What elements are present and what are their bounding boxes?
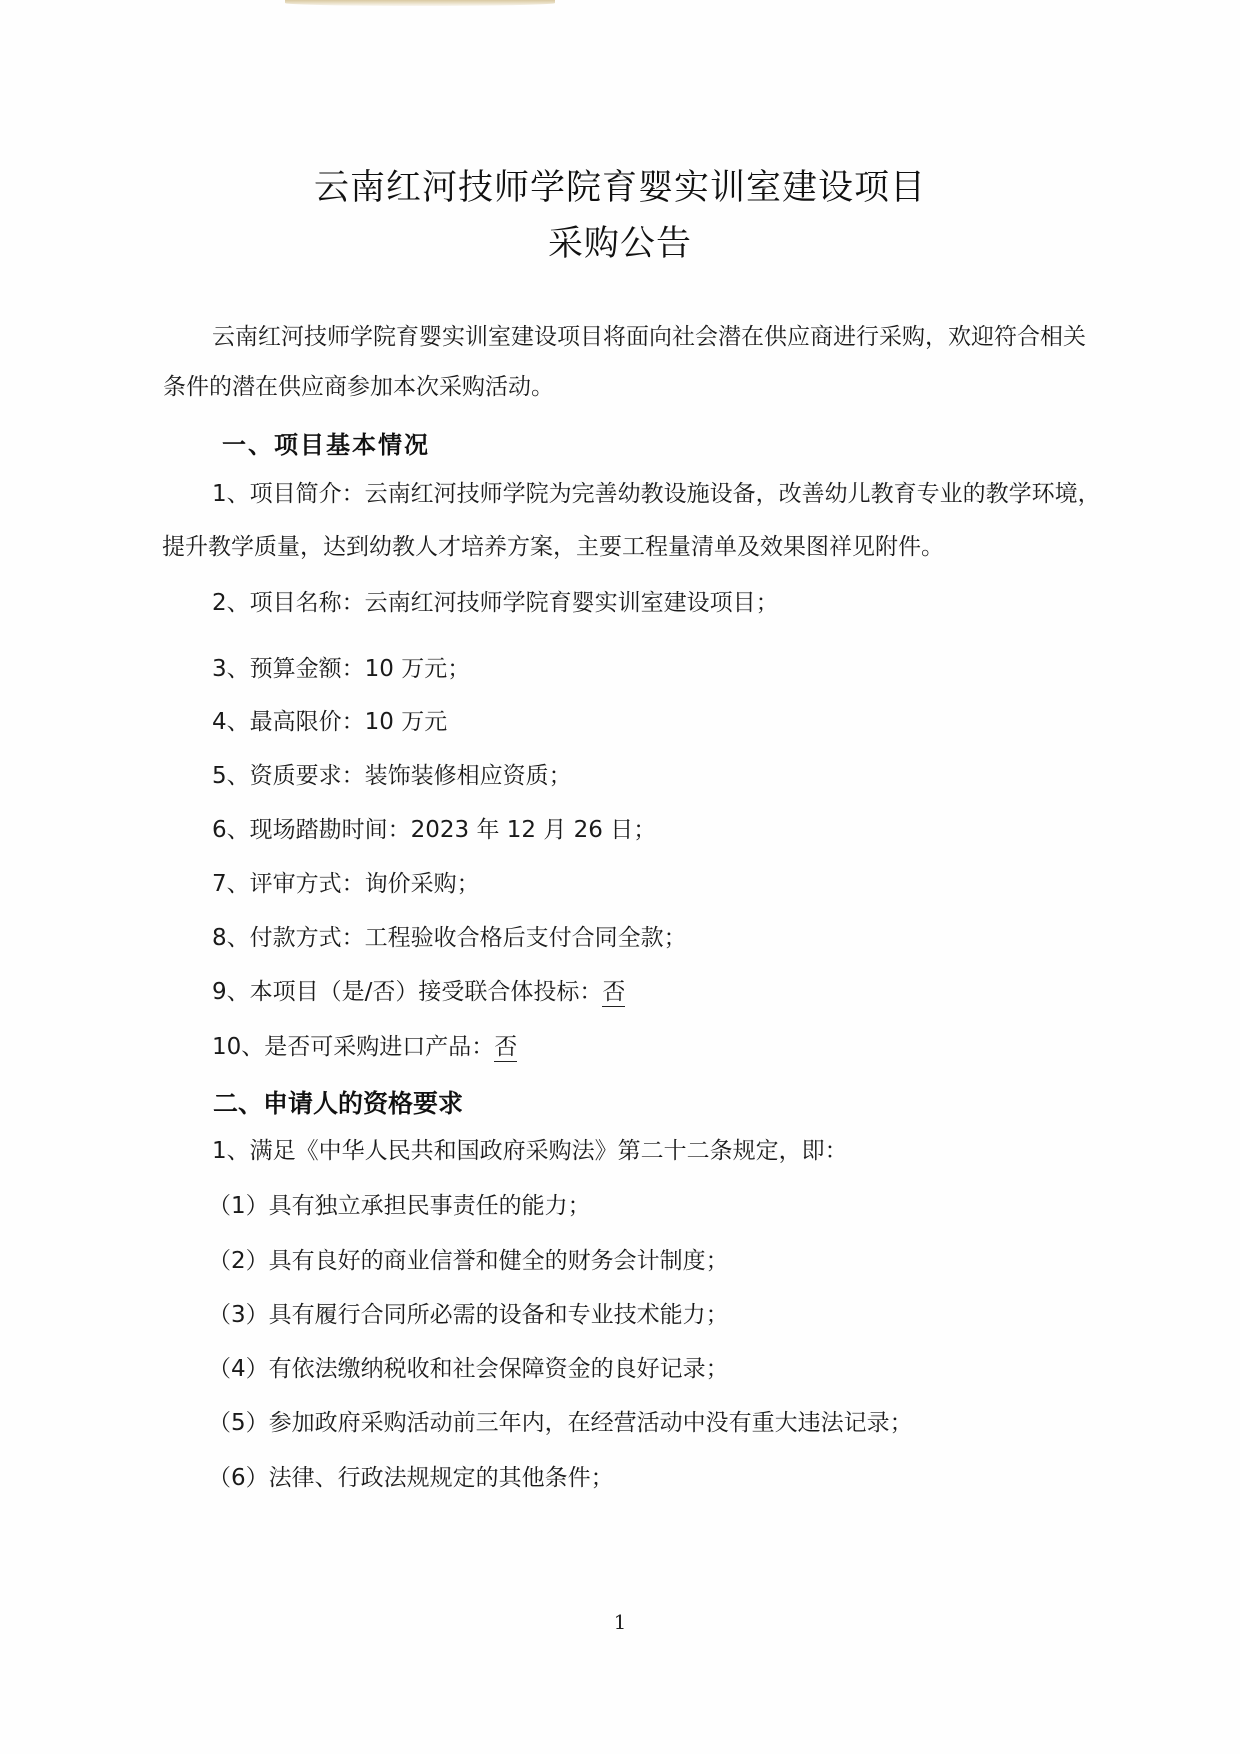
requirement-sub-1: （1）具有独立承担民事责任的能力； [208,1193,591,1219]
consortium-bid-value: 否 [602,979,626,1005]
scan-mark [285,0,555,6]
intro-paragraph-line-1: 云南红河技师学院育婴实训室建设项目将面向社会潜在供应商进行采购，欢迎符合相关 [212,324,1086,350]
intro-paragraph-line-2: 条件的潜在供应商参加本次采购活动。 [163,374,554,400]
consortium-bid-item [212,973,625,1006]
document-subtitle: 采购公告 [547,224,692,264]
consortium-bid-label: 9、本项目（是/否）接受联合体投标： [212,979,603,1005]
section-heading-qualifications: 二、申请人的资格要求 [213,1089,464,1118]
site-visit-item: 6、现场踏勘时间：2023 年 12 月 26 日； [212,817,657,843]
imported-products-item [212,1028,517,1061]
requirement-item-1: 1、满足《中华人民共和国政府采购法》第二十二条规定，即： [212,1138,848,1164]
imported-products-value: 否 [494,1034,518,1060]
imported-products-label: 10、是否可采购进口产品： [212,1034,495,1060]
requirement-sub-2: （2）具有良好的商业信誉和健全的财务会计制度； [208,1248,729,1274]
document-title: 云南红河技师学院育婴实训室建设项目 [313,168,926,208]
budget-item: 3、预算金额：10 万元； [212,656,471,682]
page-number: 1 [613,1610,627,1634]
max-price-item: 4、最高限价：10 万元 [212,709,448,735]
requirement-sub-3: （3）具有履行合同所必需的设备和专业技术能力； [208,1302,729,1328]
qualification-item: 5、资质要求：装饰装修相应资质； [212,763,572,789]
evaluation-method-item: 7、评审方式：询价采购； [212,871,480,897]
project-name-item: 2、项目名称：云南红河技师学院育婴实训室建设项目； [212,590,779,616]
payment-method-item: 8、付款方式：工程验收合格后支付合同全款； [212,925,687,951]
requirement-sub-5: （5）参加政府采购活动前三年内，在经营活动中没有重大违法记录； [208,1410,913,1436]
section-heading-project-info: 一、项目基本情况 [222,430,430,459]
project-summary-line-2: 提升教学质量，达到幼教人才培养方案，主要工程量清单及效果图祥见附件。 [162,534,944,560]
requirement-sub-4: （4）有依法缴纳税收和社会保障资金的良好记录； [208,1356,729,1382]
requirement-sub-6: （6）法律、行政法规规定的其他条件； [208,1465,614,1491]
project-summary-line-1: 1、项目简介：云南红河技师学院为完善幼教设施设备，改善幼儿教育专业的教学环境， [212,481,1101,507]
